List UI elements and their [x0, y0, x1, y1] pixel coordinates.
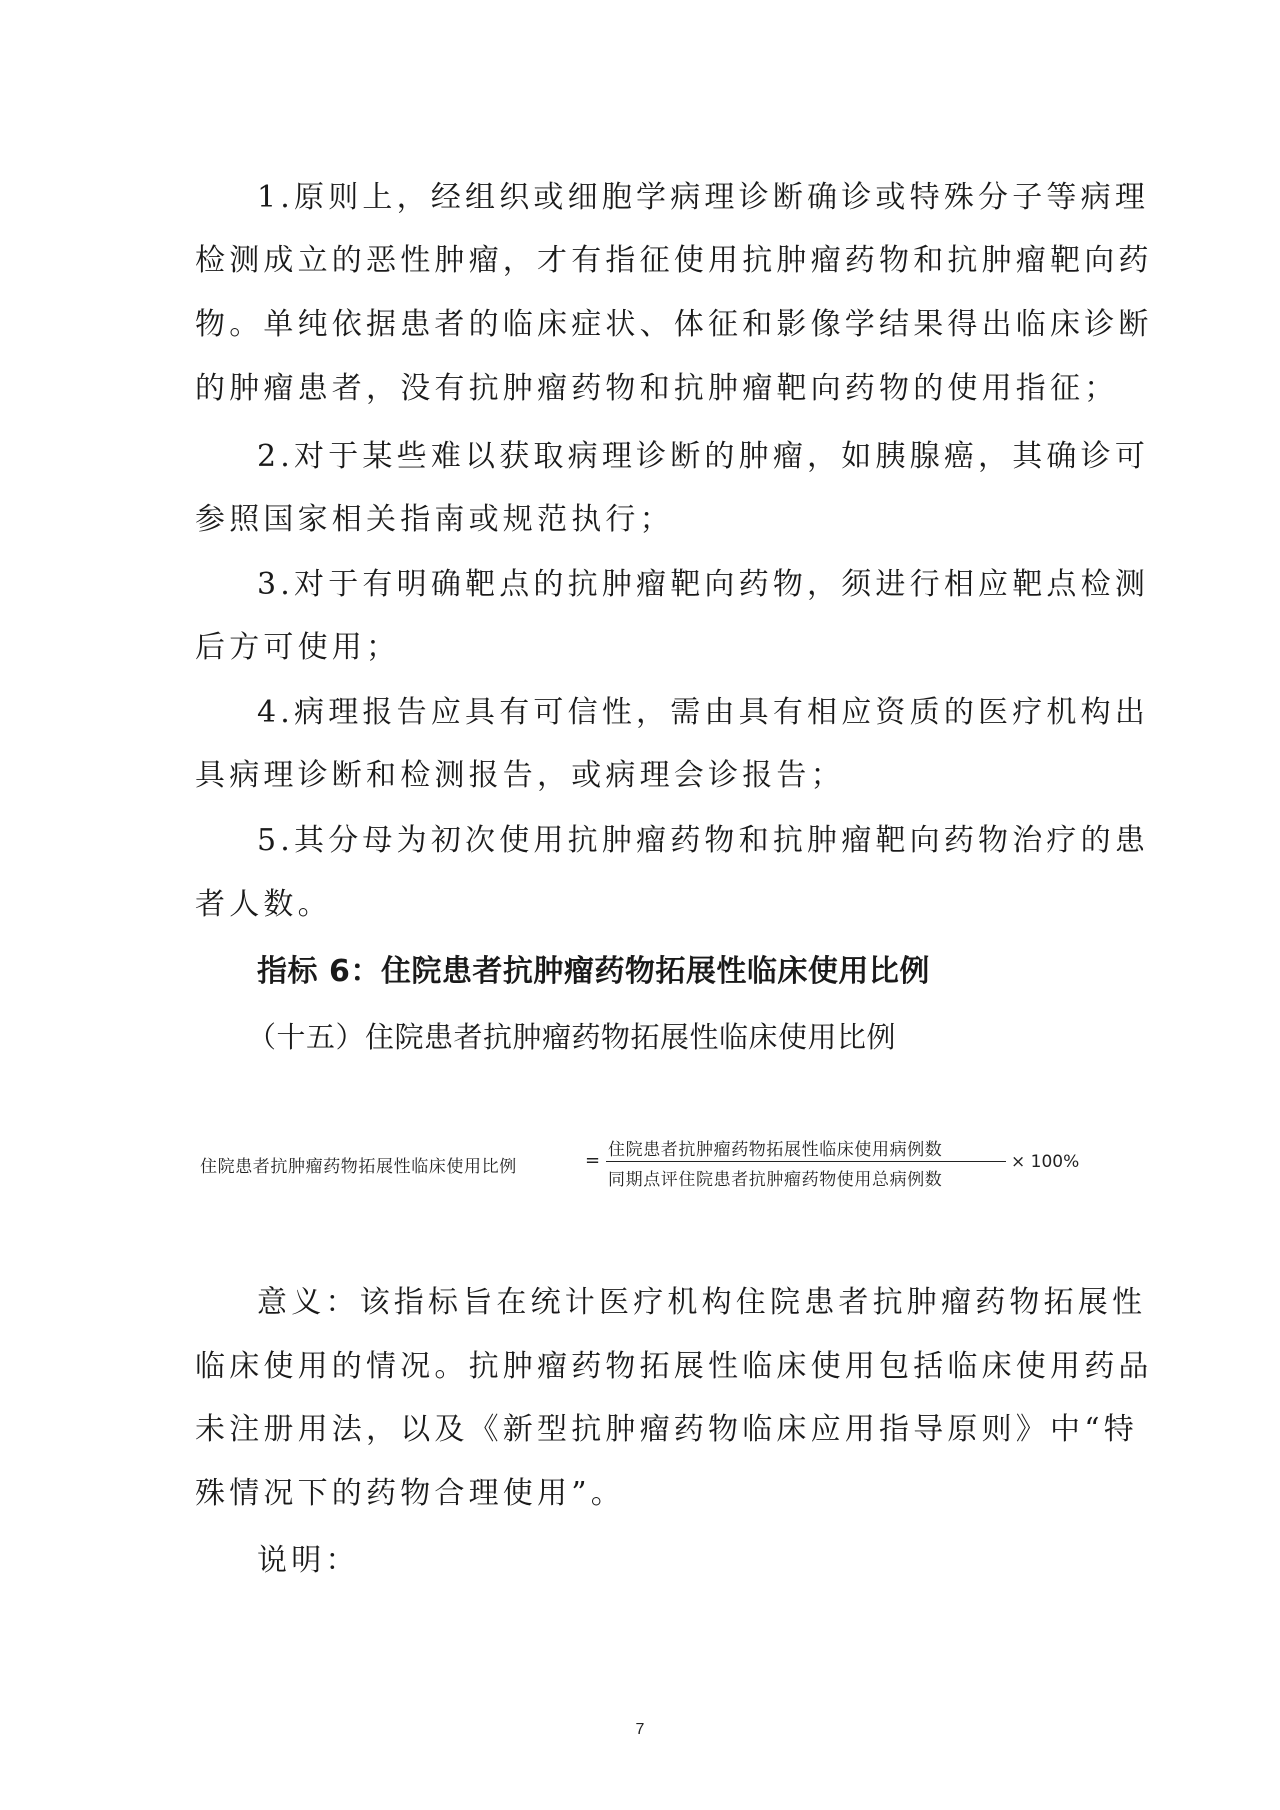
paragraph-1-line-2: 检测成立的恶性肿瘤，才有指征使用抗肿瘤药物和抗肿瘤靶向药 — [195, 243, 1153, 278]
paragraph-3-line-1: 3.对于有明确靶点的抗肿瘤靶向药物，须进行相应靶点检测 — [257, 567, 1150, 602]
indicator-title: 指标 6：住院患者抗肿瘤药物拓展性临床使用比例 — [257, 954, 930, 989]
section-title: （十五）住院患者抗肿瘤药物拓展性临床使用比例 — [247, 1020, 897, 1054]
fraction-bar — [606, 1161, 1006, 1162]
page-number: 7 — [635, 1721, 645, 1738]
paragraph-4-line-2: 具病理诊断和检测报告，或病理会诊报告； — [195, 758, 845, 793]
paragraph-2-line-2: 参照国家相关指南或规范执行； — [195, 502, 674, 537]
paragraph-3-line-2: 后方可使用； — [195, 630, 401, 665]
note-label: 说明： — [257, 1543, 360, 1578]
paragraph-1-line-1: 1.原则上，经组织或细胞学病理诊断确诊或特殊分子等病理 — [257, 180, 1150, 215]
meaning-line-2: 临床使用的情况。抗肿瘤药物拓展性临床使用包括临床使用药品 — [195, 1349, 1153, 1384]
meaning-line-1: 意义：该指标旨在统计医疗机构住院患者抗肿瘤药物拓展性 — [257, 1285, 1147, 1320]
formula-numerator: 住院患者抗肿瘤药物拓展性临床使用病例数 — [608, 1140, 943, 1160]
paragraph-1-line-4: 的肿瘤患者，没有抗肿瘤药物和抗肿瘤靶向药物的使用指征； — [195, 371, 1119, 406]
paragraph-2-line-1: 2.对于某些难以获取病理诊断的肿瘤，如胰腺癌，其确诊可 — [257, 439, 1150, 474]
paragraph-5-line-2: 者人数。 — [195, 887, 332, 922]
meaning-line-4: 殊情况下的药物合理使用”。 — [195, 1476, 625, 1511]
meaning-line-3: 未注册用法，以及《新型抗肿瘤药物临床应用指导原则》中“特 — [195, 1412, 1138, 1447]
formula-multiplier: × 100% — [1011, 1152, 1080, 1172]
paragraph-1-line-3: 物。单纯依据患者的临床症状、体征和影像学结果得出临床诊断 — [195, 307, 1153, 342]
formula-denominator: 同期点评住院患者抗肿瘤药物使用总病例数 — [608, 1170, 943, 1190]
formula-equals: = — [585, 1150, 601, 1171]
paragraph-4-line-1: 4.病理报告应具有可信性，需由具有相应资质的医疗机构出 — [257, 695, 1150, 730]
formula-lhs: 住院患者抗肿瘤药物拓展性临床使用比例 — [200, 1157, 517, 1177]
paragraph-5-line-1: 5.其分母为初次使用抗肿瘤药物和抗肿瘤靶向药物治疗的患 — [257, 823, 1150, 858]
ratio-formula — [200, 1135, 1100, 1195]
